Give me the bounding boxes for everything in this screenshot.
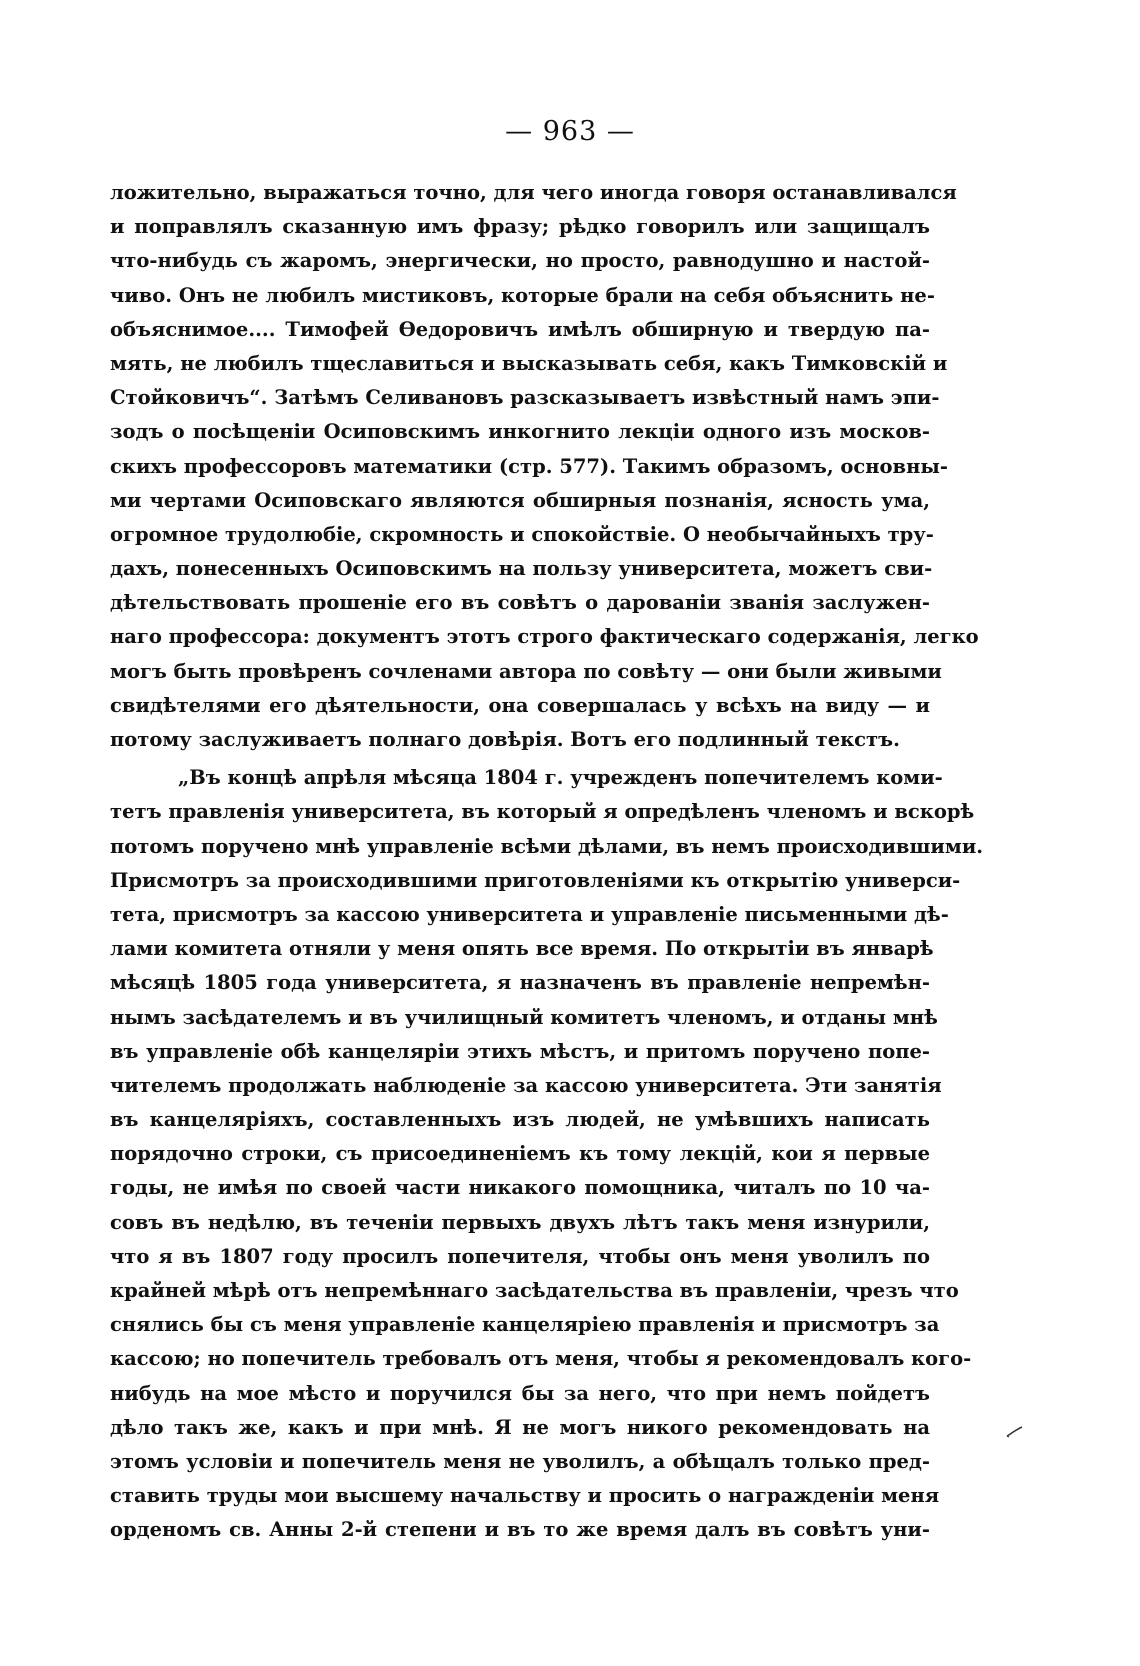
- page-number: — 963 —: [505, 116, 635, 147]
- text-line: потомъ поручено мнѣ управленіе всѣми дѣлами, въ немъ происходившими.: [110, 834, 984, 858]
- text-line: нымъ засѣдателемъ и въ училищный комитетъ членомъ, и отданы мнѣ: [110, 1005, 938, 1029]
- text-line: ми чертами Осиповскаго являются обширныя познанія, ясность ума,: [110, 488, 930, 512]
- text-line: чиво. Онъ не любилъ мистиковъ, которые брали на себя объяснить не-: [110, 283, 935, 307]
- text-line: порядочно строки, съ присоединеніемъ къ тому лекцій, кои я первые: [110, 1142, 930, 1166]
- text-line: Присмотръ за происходившими приготовленіями къ открытію универси-: [110, 868, 961, 892]
- text-line: „Въ концѣ апрѣля мѣсяца 1804 г. учрежденъ попечителемъ коми-: [178, 766, 943, 790]
- text-line: огромное трудолюбіе, скромность и спокойствіе. О необычайныхъ тру-: [110, 522, 934, 546]
- text-line: лами комитета отняли у меня опять все время. По открытіи въ январѣ: [110, 937, 934, 961]
- pencil-mark: [1006, 1426, 1024, 1438]
- text-line: что я въ 1807 году просилъ попечителя, чтобы онъ меня уволилъ по: [110, 1244, 930, 1268]
- text-line: ставить труды мои высшему начальству и просить о награжденіи меня: [110, 1484, 940, 1508]
- text-line: годы, не имѣя по своей части никакого помощника, читалъ по 10 ча-: [110, 1176, 930, 1200]
- text-line: потому заслуживаетъ полнаго довѣрія. Вотъ его подлинный текстъ.: [110, 728, 900, 751]
- text-line: объяснимое.... Тимофей Ѳедоровичъ имѣлъ обширную и твердую па-: [110, 317, 930, 341]
- text-line: крайней мѣрѣ отъ непремѣннаго засѣдательства въ правленіи, чрезъ что: [110, 1279, 959, 1302]
- text-line: чителемъ продолжать наблюденіе за кассою университета. Эти занятія: [110, 1073, 942, 1097]
- text-line: мѣсяцѣ 1805 года университета, я назначенъ въ правленіе непремѣн-: [110, 971, 930, 995]
- text-line: наго профессора: документъ этотъ строго фактическаго содержанія, легко: [110, 625, 979, 649]
- text-line: этомъ условіи и попечитель меня не уволилъ, а обѣщалъ только пред-: [110, 1449, 930, 1473]
- text-line: кассою; но попечитель требовалъ отъ меня, чтобы я рекомендовалъ кого-: [110, 1347, 972, 1371]
- text-line: орденомъ св. Анны 2-й степени и въ то же время далъ въ совѣтъ уни-: [110, 1518, 930, 1542]
- text-line: снялись бы съ меня управленіе канцеляріею правленія и присмотръ за: [110, 1313, 940, 1337]
- text-line: въ канцеляріяхъ, составленныхъ изъ людей, не умѣвшихъ написать: [110, 1108, 930, 1132]
- text-line: дѣло такъ же, какъ и при мнѣ. Я не могъ никого рекомендовать на: [110, 1415, 930, 1439]
- text-line: дахъ, понесенныхъ Осиповскимъ на пользу университета, можетъ сви-: [110, 557, 933, 581]
- text-line: Стойковичъ“. Затѣмъ Селивановъ разсказываетъ извѣстный намъ эпи-: [110, 386, 940, 410]
- text-line: тетъ правленія университета, въ который я опредѣленъ членомъ и вскорѣ: [110, 800, 975, 824]
- text-line: тета, присмотръ за кассою университета и управленіе письменными дѣ-: [110, 902, 949, 926]
- text-line: могъ быть провѣренъ сочленами автора по совѣту — они были живыми: [110, 659, 942, 683]
- text-line: ложительно, выражаться точно, для чего иногда говоря останавливался: [110, 181, 957, 204]
- text-line: въ управленіе обѣ канцеляріи этихъ мѣстъ, и притомъ поручено попе-: [110, 1039, 930, 1063]
- text-line: что-нибудь съ жаромъ, энергически, но просто, равнодушно и настой-: [110, 249, 930, 273]
- text-line: мять, не любилъ тщеславиться и высказывать себя, какъ Тимковскій и: [110, 351, 948, 375]
- text-line: нибудь на мое мѣсто и поручился бы за него, что при немъ пойдетъ: [110, 1381, 930, 1405]
- body-text: [110, 176, 984, 1548]
- text-line: свидѣтелями его дѣятельности, она совершалась у всѣхъ на виду — и: [110, 693, 930, 717]
- text-line: совъ въ недѣлю, въ теченіи первыхъ двухъ лѣтъ такъ меня изнурили,: [110, 1210, 930, 1234]
- text-line: и поправлялъ сказанную имъ фразу; рѣдко говорилъ или защищалъ: [110, 215, 930, 239]
- text-line: скихъ профессоровъ математики (стр. 577). Такимъ образомъ, основны-: [110, 454, 949, 478]
- text-line: зодъ о посѣщеніи Осиповскимъ инкогнито лекціи одного изъ москов-: [110, 420, 930, 444]
- text-line: дѣтельствовать прошеніе его въ совѣтъ о дарованіи званія заслужен-: [110, 591, 930, 615]
